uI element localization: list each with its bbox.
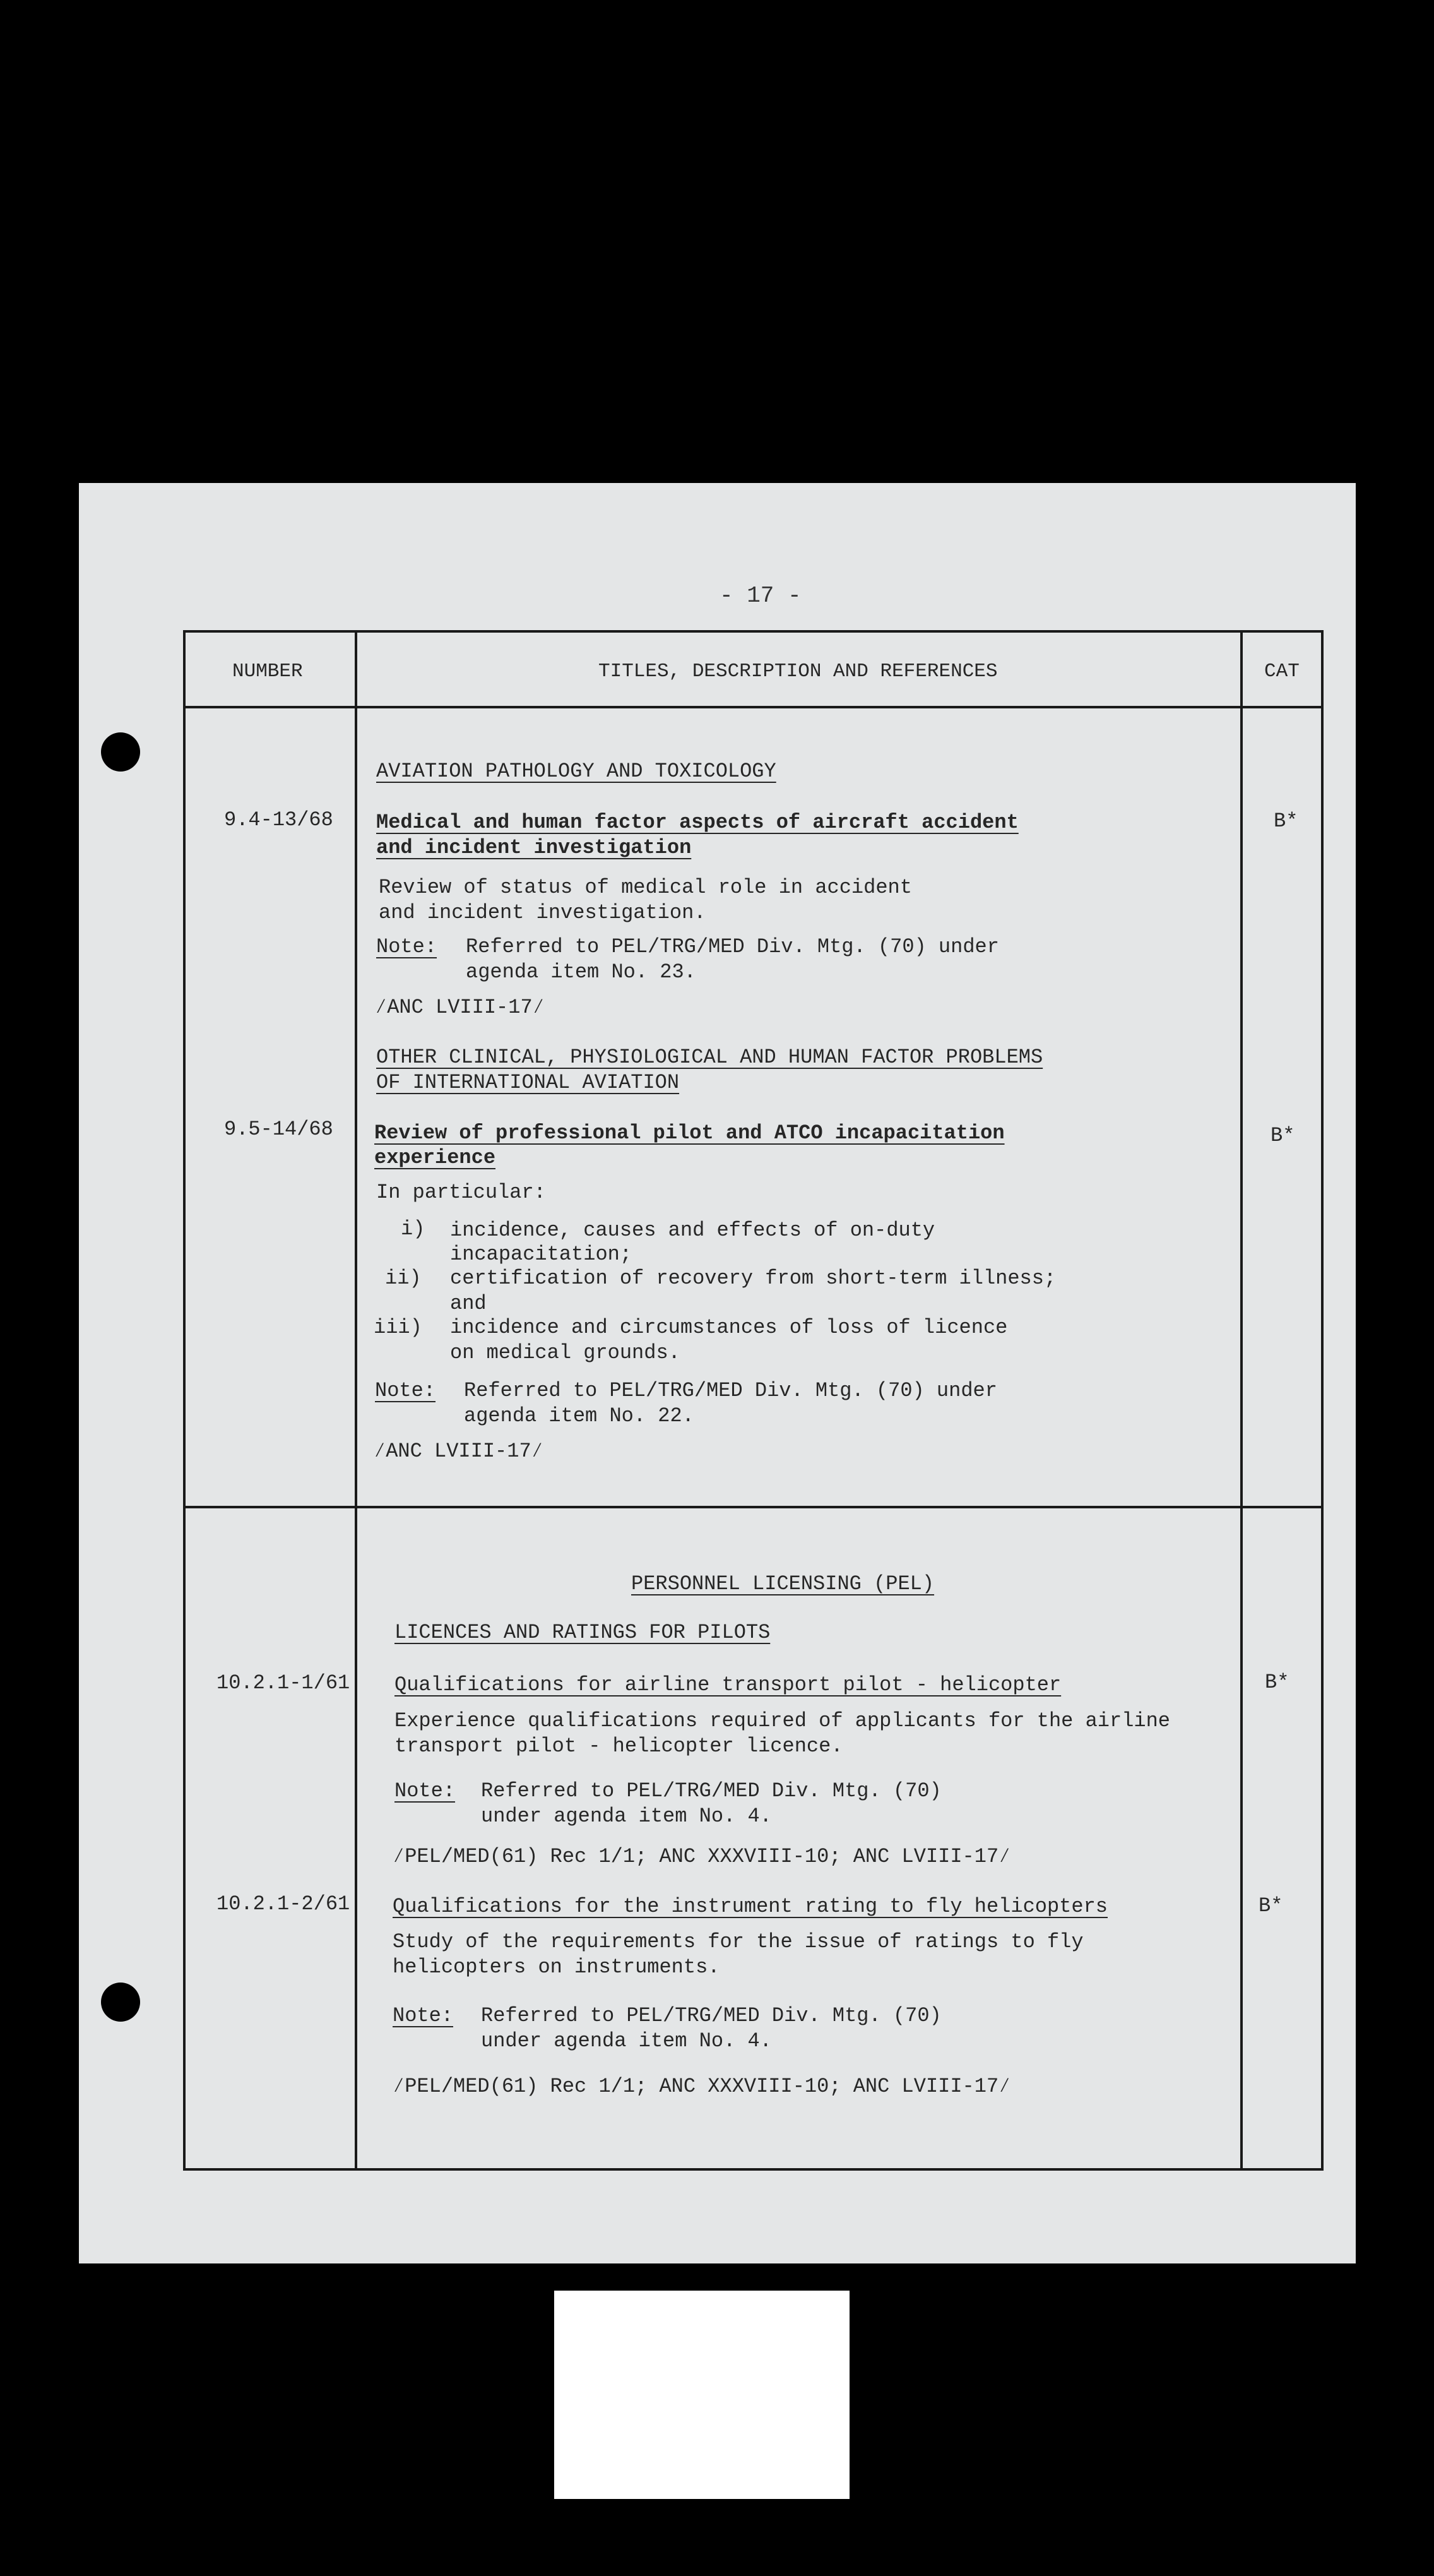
note-text: under agenda item No. 4. [481,2029,772,2053]
item-number: 10.2.1-1/61 [216,1671,350,1695]
item-title: and incident investigation [376,836,692,859]
section-heading: OF INTERNATIONAL AVIATION [376,1071,680,1094]
note-label: Note: [393,2004,454,2027]
list-item: incapacitation; [450,1243,632,1266]
punch-hole [101,732,140,772]
column-divider [355,630,357,2171]
note-text: Referred to PEL/TRG/MED Div. Mtg. (70) [481,2004,942,2027]
item-category: B* [1271,1124,1295,1147]
section-heading: AVIATION PATHOLOGY AND TOXICOLOGY [376,760,776,783]
item-category: B* [1265,1671,1289,1694]
item-reference: ⁄PEL/MED(61) Rec 1/1; ANC XXXVIII-10; ANC LVIII-17⁄ [393,2075,1011,2098]
section-heading: PERSONNEL LICENSING (PEL) [631,1572,935,1595]
section-subheading: LICENCES AND RATINGS FOR PILOTS [394,1621,771,1644]
section-heading: OTHER CLINICAL, PHYSIOLOGICAL AND HUMAN FACTOR PROBLEMS [376,1046,1043,1069]
column-divider [1240,630,1243,2171]
item-description: and incident investigation. [379,901,706,924]
list-marker: iii) [374,1316,422,1339]
note-text: agenda item No. 23. [466,960,696,984]
list-item: and [450,1292,487,1315]
list-item: on medical grounds. [450,1341,680,1364]
header-titles: TITLES, DESCRIPTION AND REFERENCES [598,660,998,683]
item-category: B* [1259,1894,1283,1917]
item-title: Medical and human factor aspects of aircraft accident [376,811,1019,834]
note-text: under agenda item No. 4. [481,1804,772,1828]
item-reference: ⁄ANC LVIII-17⁄ [375,996,545,1019]
note-text: Referred to PEL/TRG/MED Div. Mtg. (70) under [464,1379,997,1402]
blank-card [554,2291,850,2499]
item-number: 10.2.1-2/61 [216,1892,350,1916]
note-text: agenda item No. 22. [464,1404,694,1428]
list-intro: In particular: [376,1181,546,1204]
item-reference: ⁄PEL/MED(61) Rec 1/1; ANC XXXVIII-10; ANC LVIII-17⁄ [393,1845,1011,1868]
list-item: certification of recovery from short-term illness; [450,1267,1057,1290]
item-title: experience [374,1146,496,1169]
item-title: Review of professional pilot and ATCO incapacitation [374,1121,1005,1145]
item-description: Study of the requirements for the issue of ratings to fly [393,1930,1084,1953]
list-marker: i) [401,1217,425,1241]
note-label: Note: [376,935,437,958]
note-label: Note: [394,1779,456,1803]
punch-hole [101,1983,140,2022]
note-label: Note: [375,1379,436,1402]
note-text: Referred to PEL/TRG/MED Div. Mtg. (70) [481,1779,942,1803]
item-title: Qualifications for the instrument rating to fly helicopters [393,1895,1108,1918]
item-description: Experience qualifications required of applicants for the airline [394,1709,1170,1732]
item-number: 9.4-13/68 [224,808,333,832]
item-category: B* [1274,809,1298,833]
item-description: transport pilot - helicopter licence. [394,1734,843,1758]
header-cat: CAT [1264,660,1300,683]
list-item: incidence, causes and effects of on-duty [450,1219,935,1242]
list-marker: ii) [385,1267,422,1290]
note-text: Referred to PEL/TRG/MED Div. Mtg. (70) under [466,935,999,958]
item-description: Review of status of medical role in accident [379,876,912,899]
item-number: 9.5-14/68 [224,1118,333,1141]
item-title: Qualifications for airline transport pilot - helicopter [394,1673,1062,1696]
item-reference: ⁄ANC LVIII-17⁄ [374,1440,543,1463]
header-number: NUMBER [232,660,303,683]
list-item: incidence and circumstances of loss of licence [450,1316,1008,1339]
page-number: - 17 - [720,583,802,609]
item-description: helicopters on instruments. [393,1955,720,1979]
